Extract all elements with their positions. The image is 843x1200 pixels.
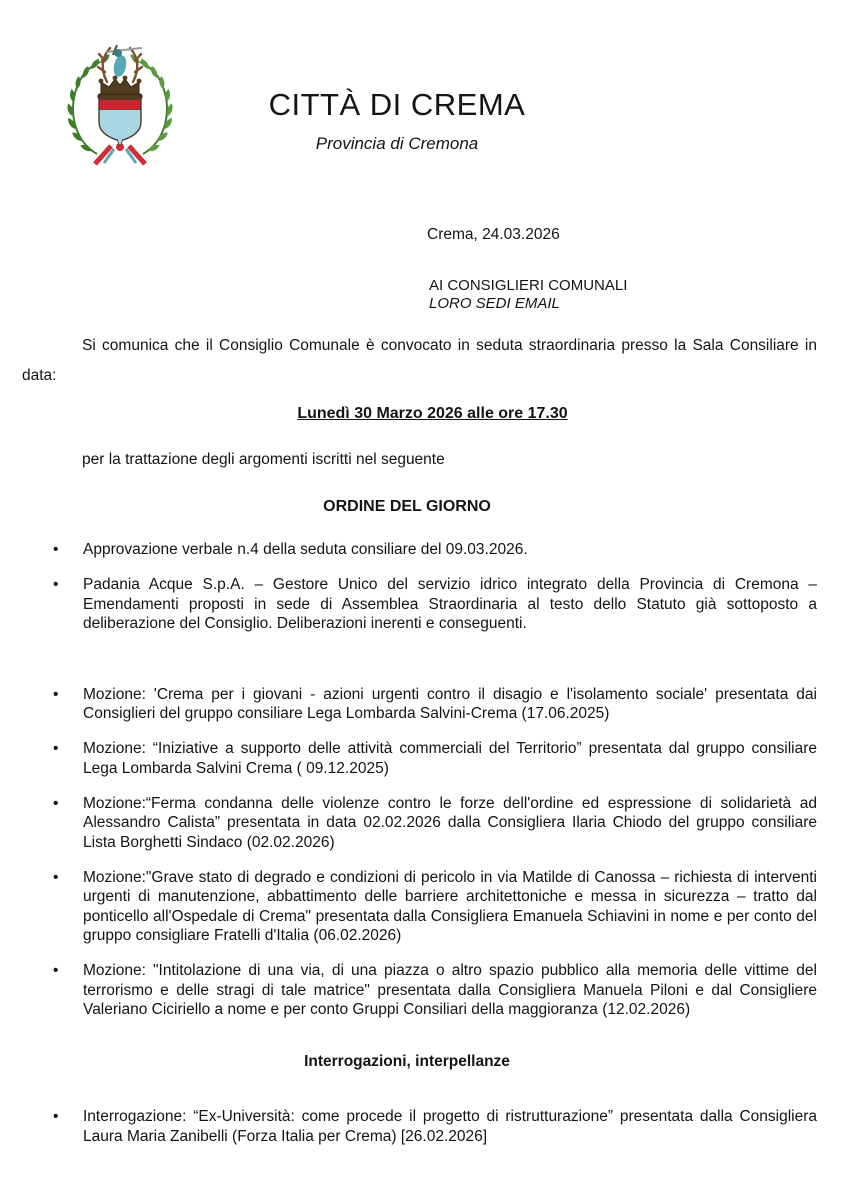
recipients-block xyxy=(429,277,627,313)
page-title: CITTÀ DI CREMA xyxy=(268,87,526,122)
agenda-item: • Mozione: "Intitolazione di una via, di una piazza o altro spazio pubblico alla memoria delle vittime del terrorismo e delle stragi di tale matrice" presentata dalla Consigliera Manuela Piloni e dal Consigliere Valeriano Ciciriello a nome e per conto Gruppi Consiliari della maggioranza (12.02.2026) xyxy=(22,961,817,1020)
recipients-delivery-line: LORO SEDI EMAIL xyxy=(429,295,560,312)
agenda-item: • Mozione: “Iniziative a supporto delle attività commerciali del Territorio” presentata dal gruppo consiliare Lega Lombarda Salvini Crema ( 09.12.2025) xyxy=(22,739,817,778)
agenda-item: • Interrogazione: “Ex-Università: come procede il progetto di ristrutturazione” presentata dalla Consigliera Laura Maria Zanibelli (Forza Italia per Crema) [26.02.2026] xyxy=(22,1107,817,1146)
page-subtitle: Provincia di Cremona xyxy=(315,134,479,153)
agenda-heading: ORDINE DEL GIORNO xyxy=(323,497,491,515)
recipients-line: AI CONSIGLIERI COMUNALI xyxy=(429,277,628,294)
agenda-item: • Approvazione verbale n.4 della seduta consiliare del 09.03.2026. xyxy=(22,540,817,560)
purpose-line: per la trattazione degli argomenti iscritti nel seguente xyxy=(82,450,445,468)
interrogations-list xyxy=(22,1107,817,1146)
letter-body xyxy=(22,331,817,1162)
agenda-list xyxy=(22,540,817,1020)
letter-date: Crema, 24.03.2026 xyxy=(427,226,560,243)
intro-paragraph: Si comunica che il Consiglio Comunale è convocato in seduta straordinaria presso la Sala Consiliare in data: xyxy=(22,337,817,384)
agenda-item: • Mozione: 'Crema per i giovani - azioni urgenti contro il disagio e l'isolamento sociale' presentata dai Consiglieri del gruppo consiliare Lega Lombarda Salvini-Crema (17.06.2025) xyxy=(22,685,817,724)
crest xyxy=(98,45,142,82)
agenda-item: • Mozione:“Ferma condanna delle violenze contro le forze dell'ordine ed espressione di solidarietà ad Alessandro Calista” presentata in data 02.02.2026 dalla Consigliera Ilaria Chiodo del gruppo consiliare Lista Borghetti Sindaco (02.02.2026) xyxy=(22,794,817,853)
interrogations-heading: Interrogazioni, interpellanze xyxy=(304,1052,510,1070)
meeting-datetime xyxy=(22,404,817,424)
meeting-datetime-text: Lunedì 30 Marzo 2026 alle ore 17.30 xyxy=(297,405,568,422)
agenda-item: • Mozione:"Grave stato di degrado e condizioni di pericolo in via Matilde di Canossa – richiesta di interventi urgenti di manutenzione, abbattimento delle barriere architettoniche e messa in sicurezza – tratto dal ponticello all'Ospedale di Crema" presentata dalla Consigliera Emanuela Schiavini in nome e per conto del gruppo consigliare Fratelli d'Italia (06.02.2026) xyxy=(22,868,817,946)
agenda-item: • Padania Acque S.p.A. – Gestore Unico del servizio idrico integrato della Provincia di Cremona – Emendamenti proposti in sede di Assemblea Straordinaria al testo dello Statuto già sottoposto a deliberazione del Consiglio. Deliberazioni inerenti e conseguenti. xyxy=(22,575,817,634)
